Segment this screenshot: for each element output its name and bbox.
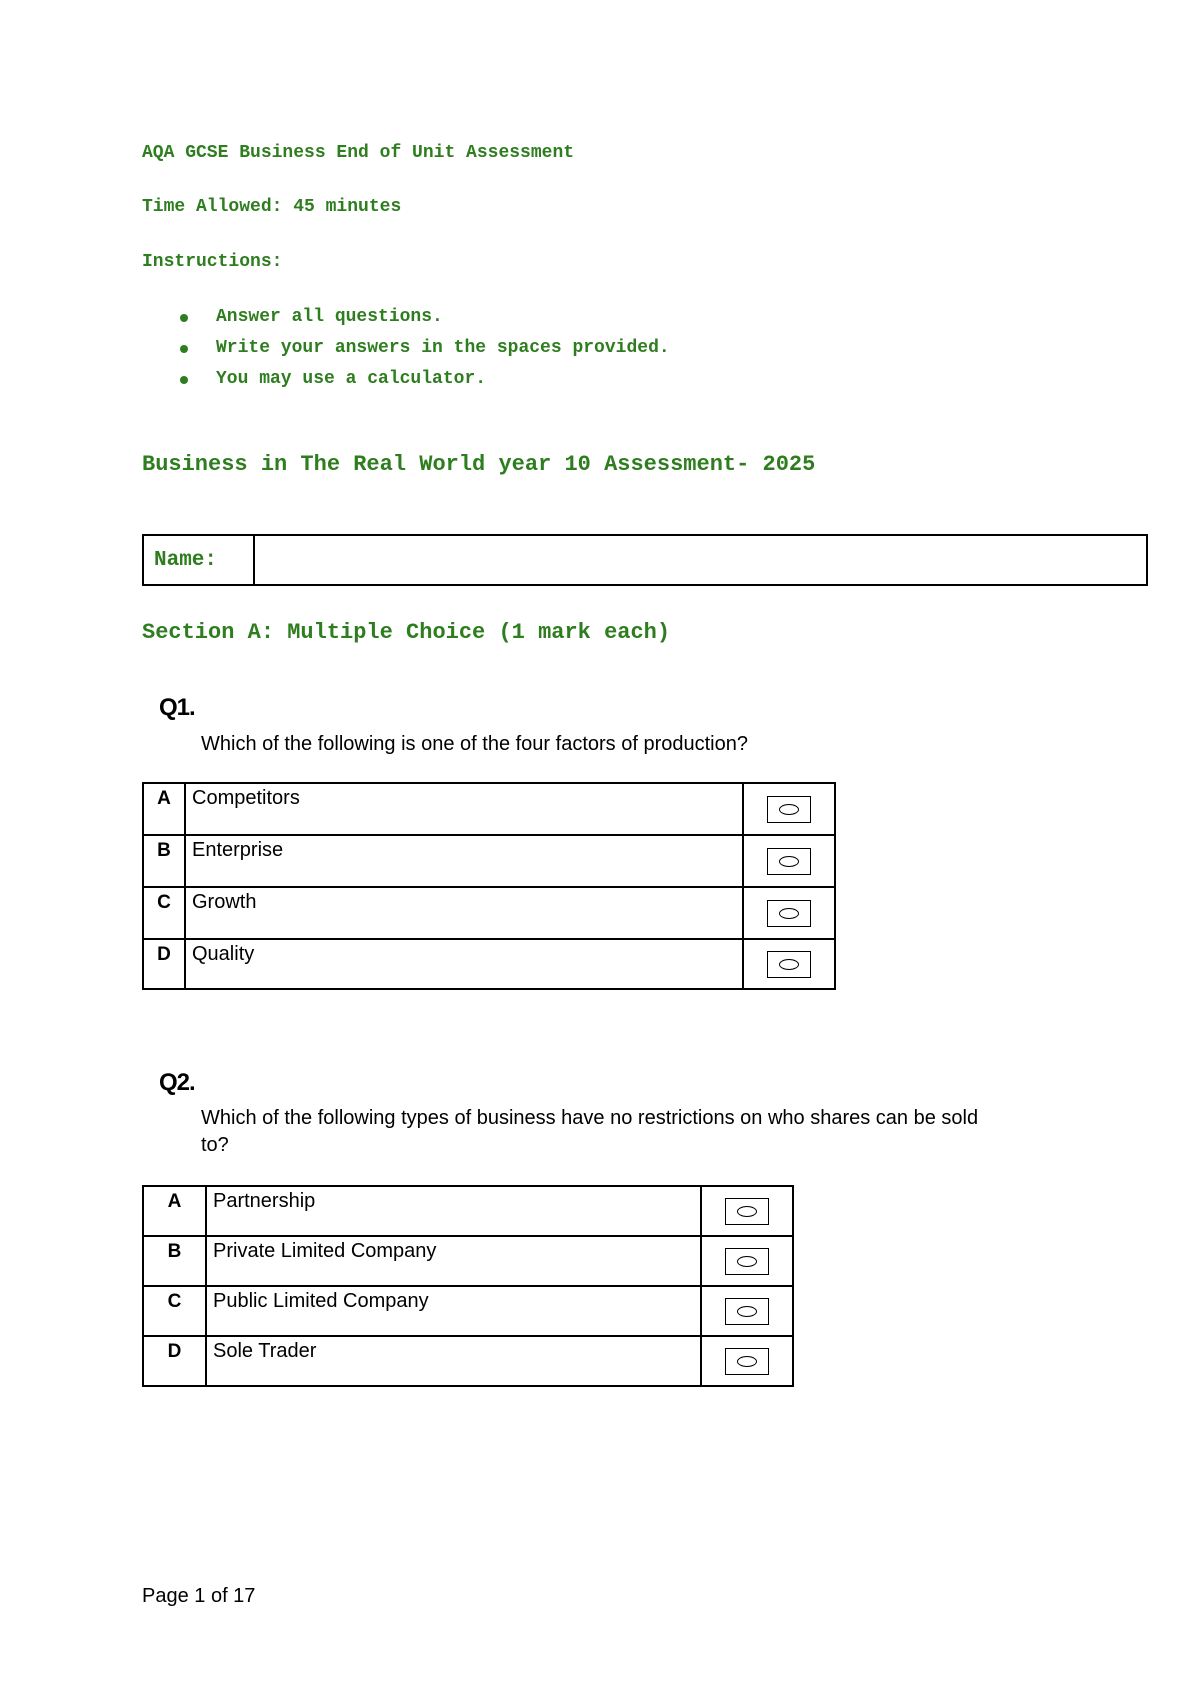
- option-letter: C: [143, 887, 185, 939]
- radio-circle-icon: [779, 959, 799, 970]
- option-text: Private Limited Company: [206, 1236, 701, 1286]
- name-label: Name:: [144, 536, 255, 584]
- option-text: Public Limited Company: [206, 1286, 701, 1336]
- option-row: [143, 835, 835, 887]
- option-text: Quality: [185, 939, 743, 989]
- radio-circle-icon: [737, 1206, 757, 1217]
- option-row: [143, 939, 835, 989]
- radio-circle-icon: [737, 1306, 757, 1317]
- radio-option-d[interactable]: [767, 951, 811, 978]
- section-a-heading: Section A: Multiple Choice (1 mark each): [142, 620, 671, 645]
- radio-option-b[interactable]: [725, 1248, 769, 1275]
- question-text-continued: to?: [201, 1134, 229, 1156]
- option-answer-cell: [701, 1286, 793, 1336]
- option-row: [143, 1236, 793, 1286]
- option-letter: A: [143, 1186, 206, 1236]
- option-answer-cell: [701, 1336, 793, 1386]
- option-letter: C: [143, 1286, 206, 1336]
- name-input[interactable]: [255, 536, 1146, 584]
- radio-option-d[interactable]: [725, 1348, 769, 1375]
- paper-title: Business in The Real World year 10 Assessment- 2025: [142, 452, 816, 477]
- instruction-item: Answer all questions.: [180, 302, 670, 333]
- radio-option-b[interactable]: [767, 848, 811, 875]
- q1-options-table: [142, 782, 836, 990]
- option-text: Sole Trader: [206, 1336, 701, 1386]
- radio-circle-icon: [779, 804, 799, 815]
- radio-circle-icon: [737, 1256, 757, 1267]
- bullet-icon: [180, 314, 188, 322]
- question-text: Which of the following is one of the four factors of production?: [201, 733, 748, 755]
- option-row: [143, 1286, 793, 1336]
- option-answer-cell: [701, 1236, 793, 1286]
- radio-option-c[interactable]: [725, 1298, 769, 1325]
- option-row: [143, 783, 835, 835]
- name-field: [142, 534, 1148, 586]
- option-letter: D: [143, 939, 185, 989]
- bullet-icon: [180, 376, 188, 384]
- option-answer-cell: [743, 783, 835, 835]
- option-answer-cell: [743, 939, 835, 989]
- option-row: [143, 1336, 793, 1386]
- option-text: Partnership: [206, 1186, 701, 1236]
- instructions-list: [180, 302, 670, 395]
- bullet-icon: [180, 345, 188, 353]
- time-allowed: Time Allowed: 45 minutes: [142, 197, 402, 217]
- question-number: Q1.: [159, 694, 195, 721]
- page-number: Page 1 of 17: [142, 1585, 256, 1607]
- option-letter: B: [143, 835, 185, 887]
- option-answer-cell: [743, 887, 835, 939]
- option-letter: D: [143, 1336, 206, 1386]
- option-letter: A: [143, 783, 185, 835]
- question-text: Which of the following types of business have no restrictions on who shares can be sold: [201, 1107, 979, 1129]
- option-row: [143, 887, 835, 939]
- option-text: Growth: [185, 887, 743, 939]
- radio-option-a[interactable]: [767, 796, 811, 823]
- option-text: Competitors: [185, 783, 743, 835]
- radio-option-a[interactable]: [725, 1198, 769, 1225]
- radio-circle-icon: [779, 908, 799, 919]
- option-answer-cell: [743, 835, 835, 887]
- instruction-item: You may use a calculator.: [180, 364, 670, 395]
- question-number: Q2.: [159, 1069, 195, 1096]
- option-text: Enterprise: [185, 835, 743, 887]
- exam-title: AQA GCSE Business End of Unit Assessment: [142, 143, 575, 163]
- instructions-label: Instructions:: [142, 252, 283, 272]
- option-row: [143, 1186, 793, 1236]
- radio-option-c[interactable]: [767, 900, 811, 927]
- option-letter: B: [143, 1236, 206, 1286]
- q2-options-table: [142, 1185, 794, 1387]
- instruction-item: Write your answers in the spaces provided.: [180, 333, 670, 364]
- radio-circle-icon: [737, 1356, 757, 1367]
- option-answer-cell: [701, 1186, 793, 1236]
- radio-circle-icon: [779, 856, 799, 867]
